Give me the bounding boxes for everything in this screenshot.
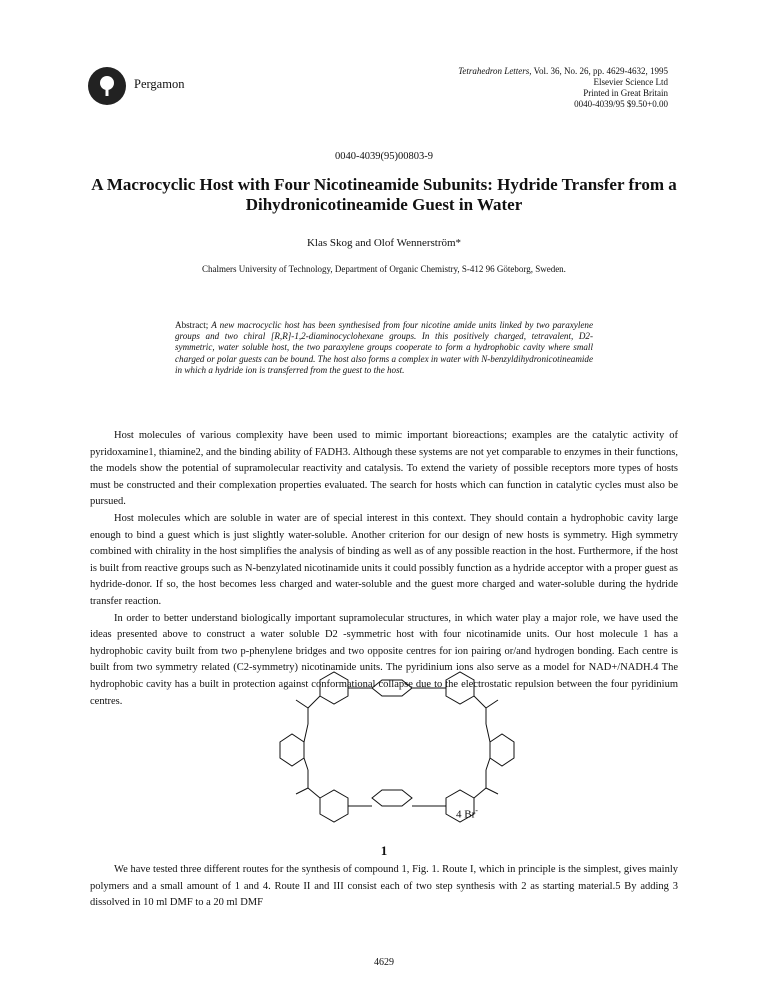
- issn-line: 0040-4039/95 $9.50+0.00: [574, 99, 668, 109]
- compound-label: 1: [380, 843, 388, 858]
- compound-1-structure: [268, 662, 528, 842]
- printed-line: Printed in Great Britain: [583, 88, 668, 98]
- body-text-continued: [90, 862, 678, 912]
- publication-info: [458, 66, 668, 110]
- abstract-label: Abstract;: [175, 320, 209, 330]
- paragraph: In order to better understand biologically important supramolecular structures, in which water play a major role, we have used the ideas presented above to construct a water soluble D2 -symmetric host with four nicotinamide units. Our host molecule 1 has a hydrophobic cavity built from two p-phenylene bridges and two opposite centres for ion pairing or/and hydrogen bonding. Each centre is built from two symmetry related (C2-symmetry) nicotinamide units. The pyridinium ions also serve as a model for NAD+/NADH.4 The hydrophobic cavity has a built in protection against conformational collapse due to the electrostatic repulsion between the four pyridinium centres.: [90, 612, 678, 707]
- abstract: [175, 320, 593, 376]
- abstract-text: A new macrocyclic host has been synthesised from four nicotine amide units linked by two paraxylene groups and two chiral [R,R]-1,2-diaminocyclohexane groups. In this positively charged, tetravalent, D2-symmetric, water soluble host, the two paraxylene groups cooperate to form a hydrophobic cavity where small charged or polar guests can be bound. The host also forms a complex in water with N-benzyldihydronicotineamide in which a hydride ion is transferred from the guest to the host.: [175, 320, 593, 375]
- tree-logo-icon: [94, 73, 120, 99]
- paragraph: Host molecules of various complexity have been used to mimic important bioreactions; examples are the catalytic activity of pyridoxamine1, thiamine2, and the binding ability of FADH3. Although these systems are not yet comparable to enzymes in their functions, the models show the potential of supramolecular reactivity and catalysis. To extend the variety of possible receptors more types of hosts must be constructed and their complexation properties evaluated. The search for hosts which can function in catalytic cycles must also be pursued.: [90, 430, 678, 508]
- publisher-line: Elsevier Science Ltd: [593, 77, 668, 87]
- paragraph: We have tested three different routes for the synthesis of compound 1, Fig. 1. Route I, which in principle is the simplest, gives mainly polymers and a small amount of 1 and 4. Route II and III consist each of two step synthesis with 2 as starting material.5 By adding 3 dissolved in 10 ml DMF to a 20 ml DMF: [90, 864, 678, 909]
- doi: 0040-4039(95)00803-9: [335, 151, 433, 162]
- affiliation: Chalmers University of Technology, Department of Organic Chemistry, S-412 96 Göteborg, Sweden.: [202, 264, 566, 274]
- paper-title: A Macrocyclic Host with Four Nicotineamide Subunits: Hydride Transfer from a Dihydronicotineamide Guest in Water: [91, 175, 677, 214]
- page-number: 4629: [374, 957, 394, 968]
- citation: Vol. 36, No. 26, pp. 4629-4632, 1995: [531, 66, 668, 76]
- publisher-name: Pergamon: [134, 77, 185, 91]
- counterion: 4 Br-: [456, 806, 478, 821]
- journal-name: Tetrahedron Letters,: [458, 66, 532, 76]
- paragraph: Host molecules which are soluble in water are of special interest in this context. They should contain a hydrophobic cavity large enough to bind a guest which is just slightly water-soluble. Another criterion for our design of new hosts is symmetry. High symmetry combined with chirality in the host simplifies the analysis of binding as well as of any possible reaction in the host. Furthermore, if the host is built from reactive groups such as N-benzylated nicotinamide units it could possibly function as a hydride acceptor with a proper guest as hydride-donor. If so, the host becomes less charged and water-soluble and the guest more charged and water-soluble during the hydride transfer reaction.: [90, 512, 678, 607]
- authors: Klas Skog and Olof Wennerström*: [306, 237, 462, 249]
